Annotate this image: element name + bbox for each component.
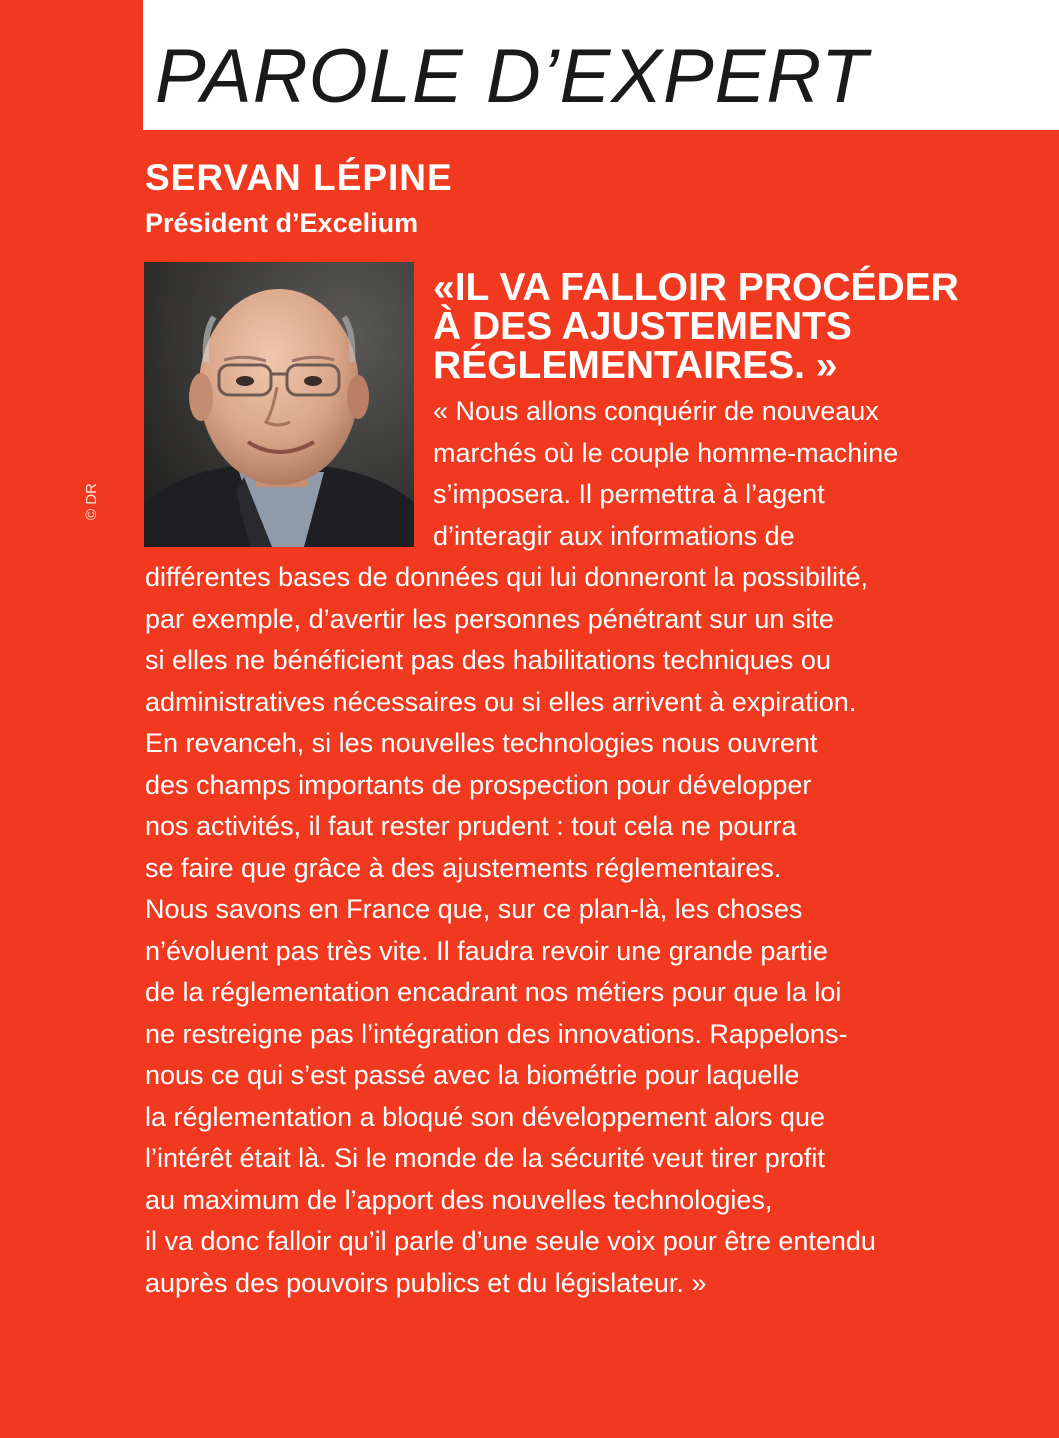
body-line: nos activités, il faut rester prudent : tout cela ne pourra <box>145 811 797 841</box>
body-line: des champs importants de prospection pour développer <box>145 769 812 800</box>
body-line: « Nous allons conquérir de nouveaux <box>433 396 879 426</box>
body-line: administratives nécessaires ou si elles arrivent à expiration. <box>145 686 857 717</box>
body-line: se faire que grâce à des ajustements réglementaires. <box>145 852 782 883</box>
body-line: Nous savons en France que, sur ce plan-là, les choses <box>145 894 803 924</box>
quote-body <box>145 557 876 1304</box>
body-line: En revanceh, si les nouvelles technologies nous ouvrent <box>145 728 818 758</box>
body-line: de la réglementation encadrant nos métiers pour que la loi <box>145 977 842 1007</box>
body-line: la réglementation a bloqué son développement alors que <box>145 1101 825 1132</box>
portrait-illustration <box>144 262 414 547</box>
quote-body-beside-photo <box>433 391 898 557</box>
body-line: n’évoluent pas très vite. Il faudra revoir une grande partie <box>145 935 828 966</box>
body-line: par exemple, d’avertir les personnes pénétrant sur un site <box>145 603 834 634</box>
body-line: d’interagir aux informations de <box>433 520 795 551</box>
photo-credit: © DR <box>83 483 100 520</box>
body-line: il va donc falloir qu’il parle d’une seule voix pour être entendu <box>145 1226 876 1256</box>
expert-portrait-photo <box>144 262 414 547</box>
body-line: l’intérêt était là. Si le monde de la sécurité veut tirer profit <box>145 1143 825 1173</box>
body-line: si elles ne bénéficient pas des habilitations techniques ou <box>145 645 831 675</box>
body-line: différentes bases de données qui lui donneront la possibilité, <box>145 562 869 592</box>
headline-line: «IL VA FALLOIR PROCÉDER <box>433 266 959 309</box>
body-line: au maximum de l’apport des nouvelles technologies, <box>145 1184 773 1215</box>
section-title: PAROLE D’EXPERT <box>155 34 869 119</box>
headline-line: RÉGLEMENTAIRES. » <box>433 344 838 387</box>
body-line: ne restreigne pas l’intégration des innovations. Rappelons- <box>145 1018 848 1049</box>
body-line: marchés où le couple homme-machine <box>433 437 899 468</box>
expert-role: Président d’Excelium <box>145 208 419 238</box>
body-line: nous ce qui s’est passé avec la biométrie pour laquelle <box>145 1060 800 1090</box>
headline-line: À DES AJUSTEMENTS <box>433 305 852 348</box>
expert-name: SERVAN LÉPINE <box>145 157 453 198</box>
body-line: s’imposera. Il permettra à l’agent <box>433 479 825 509</box>
pull-quote-headline <box>433 268 959 385</box>
body-line: auprès des pouvoirs publics et du législateur. » <box>145 1267 707 1298</box>
